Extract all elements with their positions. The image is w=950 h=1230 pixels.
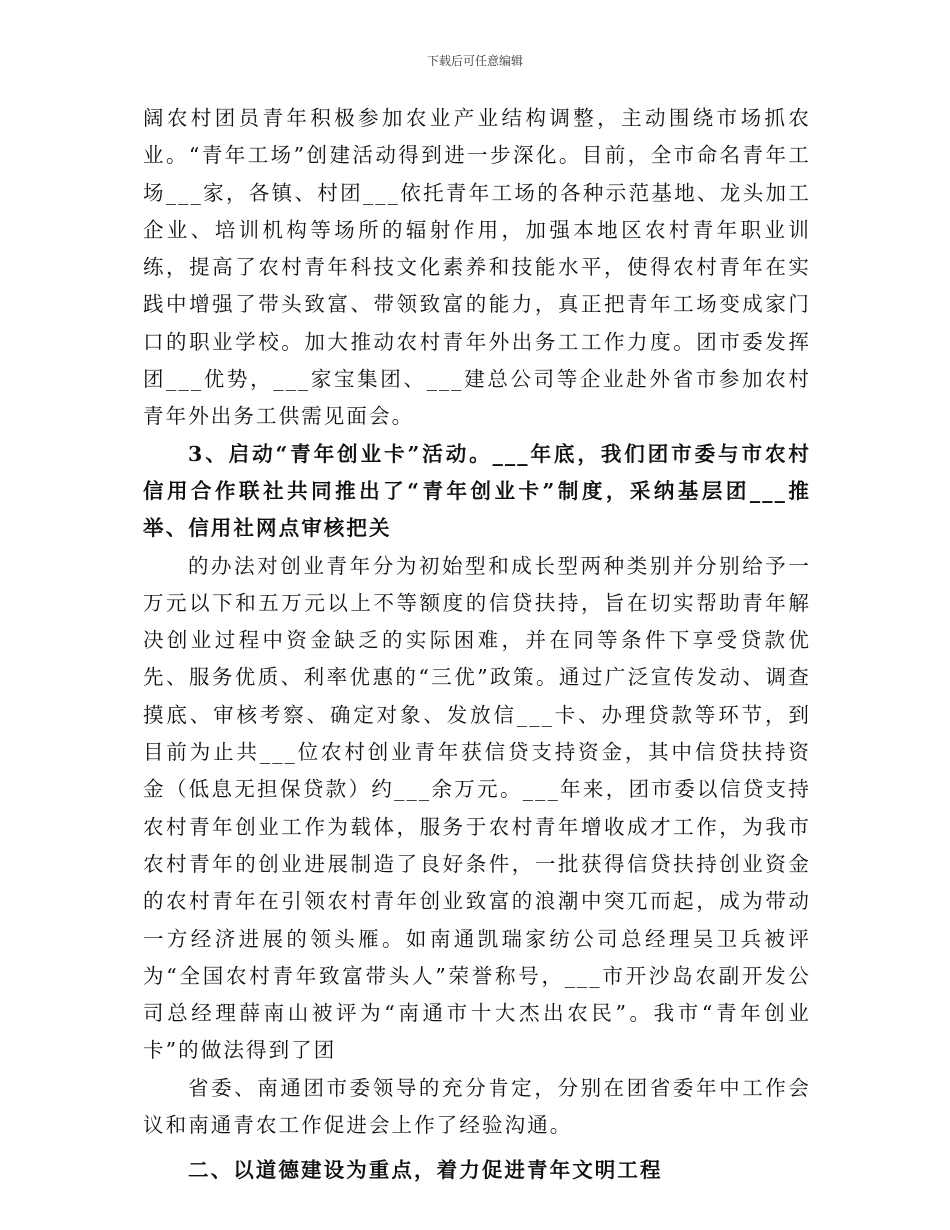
paragraph-1: 阔农村团员青年积极参加农业产业结构调整，主动围绕市场抓农业。“青年工场”创建活动得到进一步深化。目前，全市命名青年工场___家，各镇、村团___依托青年工场的各种示范基地、龙头加工企业、培训机构等场所的辐射作用，加强本地区农村青年职业训练，提高了农村青年科技文化素养和技能水平，使得农村青年在实践中增强了带头致富、带领致富的能力，真正把青年工场变成家门口的职业学校。加大推动农村青年外出务工工作力度。团市委发挥团___优势，___家宝集团、___建总公司等企业赴外省市参加农村青年外出务工供需见面会。 bbox=[143, 106, 811, 429]
section-heading-3: 3、启动“青年创业卡”活动。___年底，我们团市委与市农村信用合作联社共同推出了“青年创业卡”制度，采纳基层团___推举、信用社网点审核把关 bbox=[143, 441, 811, 541]
document-body bbox=[143, 100, 811, 1190]
paragraph-2: 的办法对创业青年分为初始型和成长型两种类别并分别给予一万元以下和五万元以上不等额度的信贷扶持，旨在切实帮助青年解决创业过程中资金缺乏的实际困难，并在同等条件下享受贷款优先、服务优质、利率优惠的“三优”政策。通过广泛宣传发动、调查摸底、审核考察、确定对象、发放信___卡、办理贷款等环节，到目前为止共___位农村创业青年获信贷支持资金，其中信贷扶持资金（低息无担保贷款）约___余万元。___年来，团市委以信贷支持农村青年创业工作为载体，服务于农村青年增收成才工作，为我市农村青年的创业进展制造了良好条件，一批获得信贷扶持创业资金的农村青年在引领农村青年创业致富的浪潮中突兀而起，成为带动一方经济进展的领头雁。如南通凯瑞家纺公司总经理吴卫兵被评为“全国农村青年致富带头人”荣誉称号，___市开沙岛农副开发公司总经理薛南山被评为“南通市十大杰出农民”。我市“青年创业卡”的做法得到了团 bbox=[143, 553, 811, 1063]
paragraph-3: 省委、南通团市委领导的充分肯定，分别在团省委年中工作会议和南通青农工作促进会上作了经验沟通。 bbox=[143, 1075, 811, 1138]
section-heading-2: 二、以道德建设为重点，着力促进青年文明工程 bbox=[188, 1158, 663, 1183]
page-header: 下载后可任意编辑 bbox=[426, 54, 523, 68]
